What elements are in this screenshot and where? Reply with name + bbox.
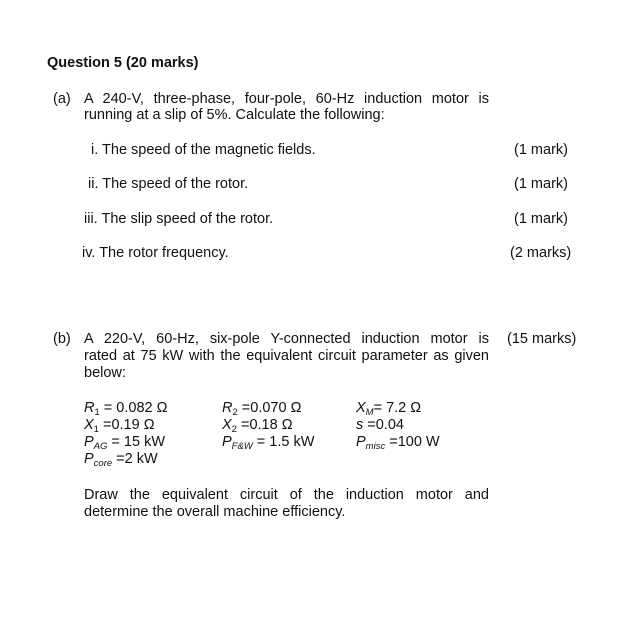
param-xm: $X_M= 7.2$ Ω [356,400,422,418]
part-a-line-2: running at a slip of 5%. Calculate the following: [84,107,385,123]
param-x1: $X_1 =0.19$ Ω [84,417,155,435]
part-b-line-3: below: [84,365,126,381]
param-slip: s =0.04 [356,417,404,433]
part-a-item-4: iv. The rotor frequency. [82,245,229,261]
part-b-task-line-1: Draw the equivalent circuit of the induction motor and [84,487,489,503]
part-b-task-line-2: determine the overall machine efficiency. [84,504,346,520]
part-a-item-1: i. The speed of the magnetic fields. [91,142,316,158]
part-a-line-1: A 240-V, three-phase, four-pole, 60-Hz induction motor is [84,91,489,107]
part-a-item-4-marks: (2 marks) [510,245,572,261]
param-r2: $R_2 =0.070$ Ω [222,400,302,418]
part-a-label: (a) [53,91,71,107]
param-pfw: $P_{F\&W} = 1.5$ kW [222,434,315,452]
part-b-line-2: rated at 75 kW with the equivalent circuit parameter as given [84,348,489,364]
part-a-item-3-marks: (1 mark) [514,211,568,227]
param-pag: $P_{AG} = 15$ kW [84,434,166,452]
param-r1: $R_1 = 0.082$ Ω [84,400,168,418]
part-a-item-3: iii. The slip speed of the rotor. [84,211,274,227]
part-b-label: (b) [53,331,71,347]
part-b-line-1: A 220-V, 60-Hz, six-pole Y-connected induction motor is [84,331,489,347]
param-x2: $X_2 =0.18$ Ω [222,417,293,435]
part-a-item-2: ii. The speed of the rotor. [88,176,249,192]
param-pmisc: $P_{misc} =100$ W [356,434,440,452]
question-title: Question 5 (20 marks) [47,55,199,71]
part-a-item-1-marks: (1 mark) [514,142,568,158]
part-a-item-2-marks: (1 mark) [514,176,568,192]
part-b-marks: (15 marks) [507,331,577,347]
param-pcore: $P_{core} =2$ kW [84,451,158,469]
